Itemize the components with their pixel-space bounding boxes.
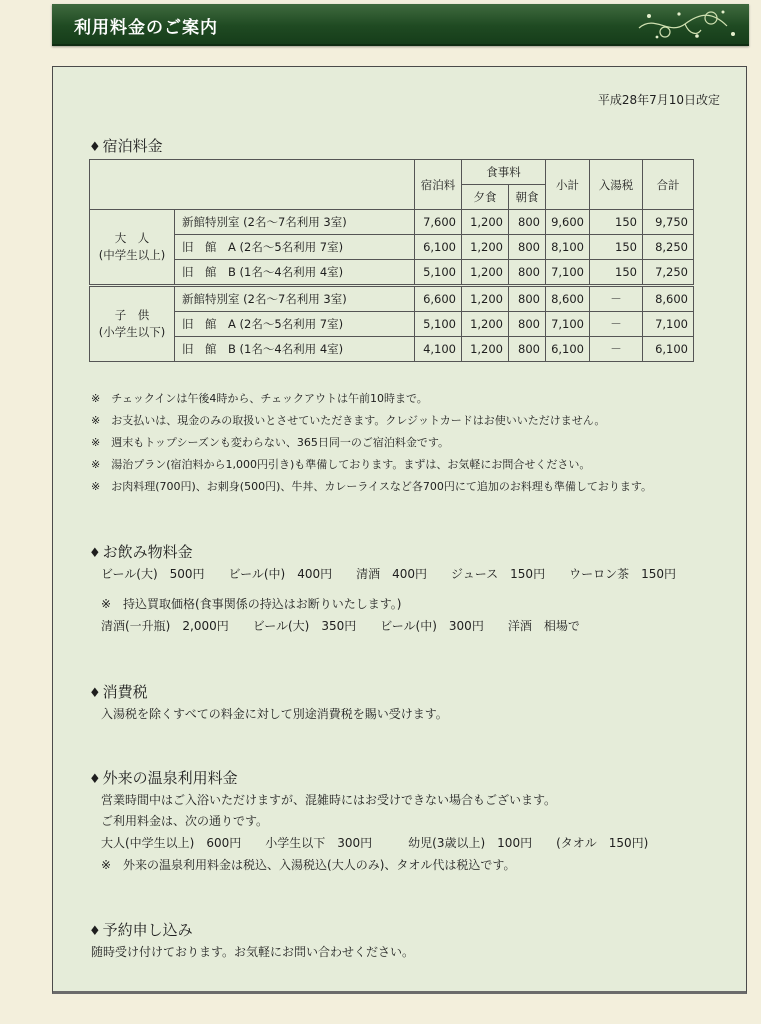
lodging-note: ※ お肉料理(700円)、お刺身(500円)、牛丼、カレーライスなど各700円にて追加のお料理も準備しております。	[91, 480, 653, 493]
room-name: 旧 館 B (1名～4名利用 4室)	[175, 337, 415, 362]
diamond-icon: ♦	[89, 924, 101, 939]
bath-tax: －	[590, 337, 643, 362]
page-title: 利用料金のご案内	[74, 18, 218, 38]
bath-tax: －	[590, 312, 643, 337]
subtotal: 9,600	[546, 210, 590, 235]
total: 7,250	[643, 260, 694, 286]
drinks-note: ※ 持込買取価格(食事関係の持込はお断りいたします。)	[101, 597, 402, 611]
total: 9,750	[643, 210, 694, 235]
dinner-fee: 1,200	[462, 286, 509, 312]
group-label-adult: 大 人 (中学生以上)	[90, 210, 175, 286]
breakfast-fee: 800	[509, 235, 546, 260]
revision-date: 平成28年7月10日改定	[597, 93, 720, 107]
breakfast-fee: 800	[509, 337, 546, 362]
dinner-fee: 1,200	[462, 312, 509, 337]
lodging-note: ※ チェックインは午後4時から、チェックアウトは午前10時まで。	[91, 392, 428, 405]
room-name: 新館特別室 (2名～7名利用 3室)	[175, 210, 415, 235]
header-blank	[90, 160, 415, 210]
lodging-section-title: ♦ 宿泊料金	[89, 137, 163, 155]
total: 6,100	[643, 337, 694, 362]
dinner-fee: 1,200	[462, 260, 509, 286]
drinks-section-title: ♦ お飲み物料金	[89, 543, 193, 561]
onsen-text: ご利用料金は、次の通りです。	[101, 814, 269, 828]
header-meal: 食事料	[462, 160, 546, 185]
diamond-icon: ♦	[89, 546, 101, 561]
total: 8,600	[643, 286, 694, 312]
reserve-text: 随時受け付けております。お気軽にお問い合わせください。	[91, 945, 415, 959]
room-name: 旧 館 A (2名～5名利用 7室)	[175, 312, 415, 337]
vine-ornament-icon	[635, 6, 745, 42]
table-row	[90, 312, 694, 337]
lodging-note: ※ 週末もトップシーズンも変わらない、365日同一のご宿泊料金です。	[91, 436, 450, 449]
bath-tax: 150	[590, 210, 643, 235]
dinner-fee: 1,200	[462, 337, 509, 362]
bath-tax: 150	[590, 260, 643, 286]
onsen-section-title: ♦ 外来の温泉利用料金	[89, 769, 238, 787]
room-name: 旧 館 A (2名～5名利用 7室)	[175, 235, 415, 260]
stay-fee: 6,600	[415, 286, 462, 312]
table-row	[90, 260, 694, 286]
diamond-icon: ♦	[89, 772, 101, 787]
lodging-price-table	[89, 159, 694, 362]
dinner-fee: 1,200	[462, 210, 509, 235]
diamond-icon: ♦	[89, 686, 101, 701]
subtotal: 6,100	[546, 337, 590, 362]
subtotal: 7,100	[546, 260, 590, 286]
bath-tax: －	[590, 286, 643, 312]
lodging-note: ※ 湯治プラン(宿泊料から1,000円引き)も準備しております。まずは、お気軽にお問合せください。	[91, 458, 591, 471]
breakfast-fee: 800	[509, 260, 546, 286]
header-breakfast: 朝食	[509, 185, 546, 210]
stay-fee: 7,600	[415, 210, 462, 235]
breakfast-fee: 800	[509, 312, 546, 337]
room-name: 旧 館 B (1名～4名利用 4室)	[175, 260, 415, 286]
room-name: 新館特別室 (2名～7名利用 3室)	[175, 286, 415, 312]
stay-fee: 5,100	[415, 260, 462, 286]
reserve-section-title: ♦ 予約申し込み	[89, 921, 193, 939]
subtotal: 8,600	[546, 286, 590, 312]
onsen-price-line: 大人(中学生以上) 600円 小学生以下 300円 幼児(3歳以上) 100円 (タオル 150円)	[101, 836, 649, 850]
stay-fee: 6,100	[415, 235, 462, 260]
tax-section-title: ♦ 消費税	[89, 683, 148, 701]
header-dinner: 夕食	[462, 185, 509, 210]
subtotal: 7,100	[546, 312, 590, 337]
header-stay: 宿泊料	[415, 160, 462, 210]
stay-fee: 4,100	[415, 337, 462, 362]
table-header-row	[90, 160, 694, 185]
table-row	[90, 286, 694, 312]
diamond-icon: ♦	[89, 140, 101, 155]
breakfast-fee: 800	[509, 286, 546, 312]
subtotal: 8,100	[546, 235, 590, 260]
header-total: 合計	[643, 160, 694, 210]
table-row	[90, 210, 694, 235]
fee-panel	[52, 66, 747, 994]
bath-tax: 150	[590, 235, 643, 260]
total: 8,250	[643, 235, 694, 260]
onsen-text: 営業時間中はご入浴いただけますが、混雑時にはお受けできない場合もございます。	[101, 793, 557, 807]
tax-text: 入湯税を除くすべての料金に対して別途消費税を賜い受けます。	[101, 707, 448, 721]
drinks-carryin-line: 清酒(一升瓶) 2,000円 ビール(大) 350円 ビール(中) 300円 洋酒 相場で	[101, 619, 580, 633]
total: 7,100	[643, 312, 694, 337]
drinks-price-line: ビール(大) 500円 ビール(中) 400円 清酒 400円 ジュース 150円 ウーロン茶 150円	[101, 567, 676, 581]
lodging-note: ※ お支払いは、現金のみの取扱いとさせていただきます。クレジットカードはお使いいただけません。	[91, 414, 606, 427]
table-row	[90, 235, 694, 260]
table-row	[90, 337, 694, 362]
page-header	[52, 4, 749, 46]
group-label-child: 子 供 (小学生以下)	[90, 286, 175, 362]
dinner-fee: 1,200	[462, 235, 509, 260]
header-subtotal: 小計	[546, 160, 590, 210]
breakfast-fee: 800	[509, 210, 546, 235]
stay-fee: 5,100	[415, 312, 462, 337]
onsen-note: ※ 外来の温泉利用料金は税込、入湯税込(大人のみ)、タオル代は税込です。	[101, 858, 516, 872]
header-bath-tax: 入湯税	[590, 160, 643, 210]
